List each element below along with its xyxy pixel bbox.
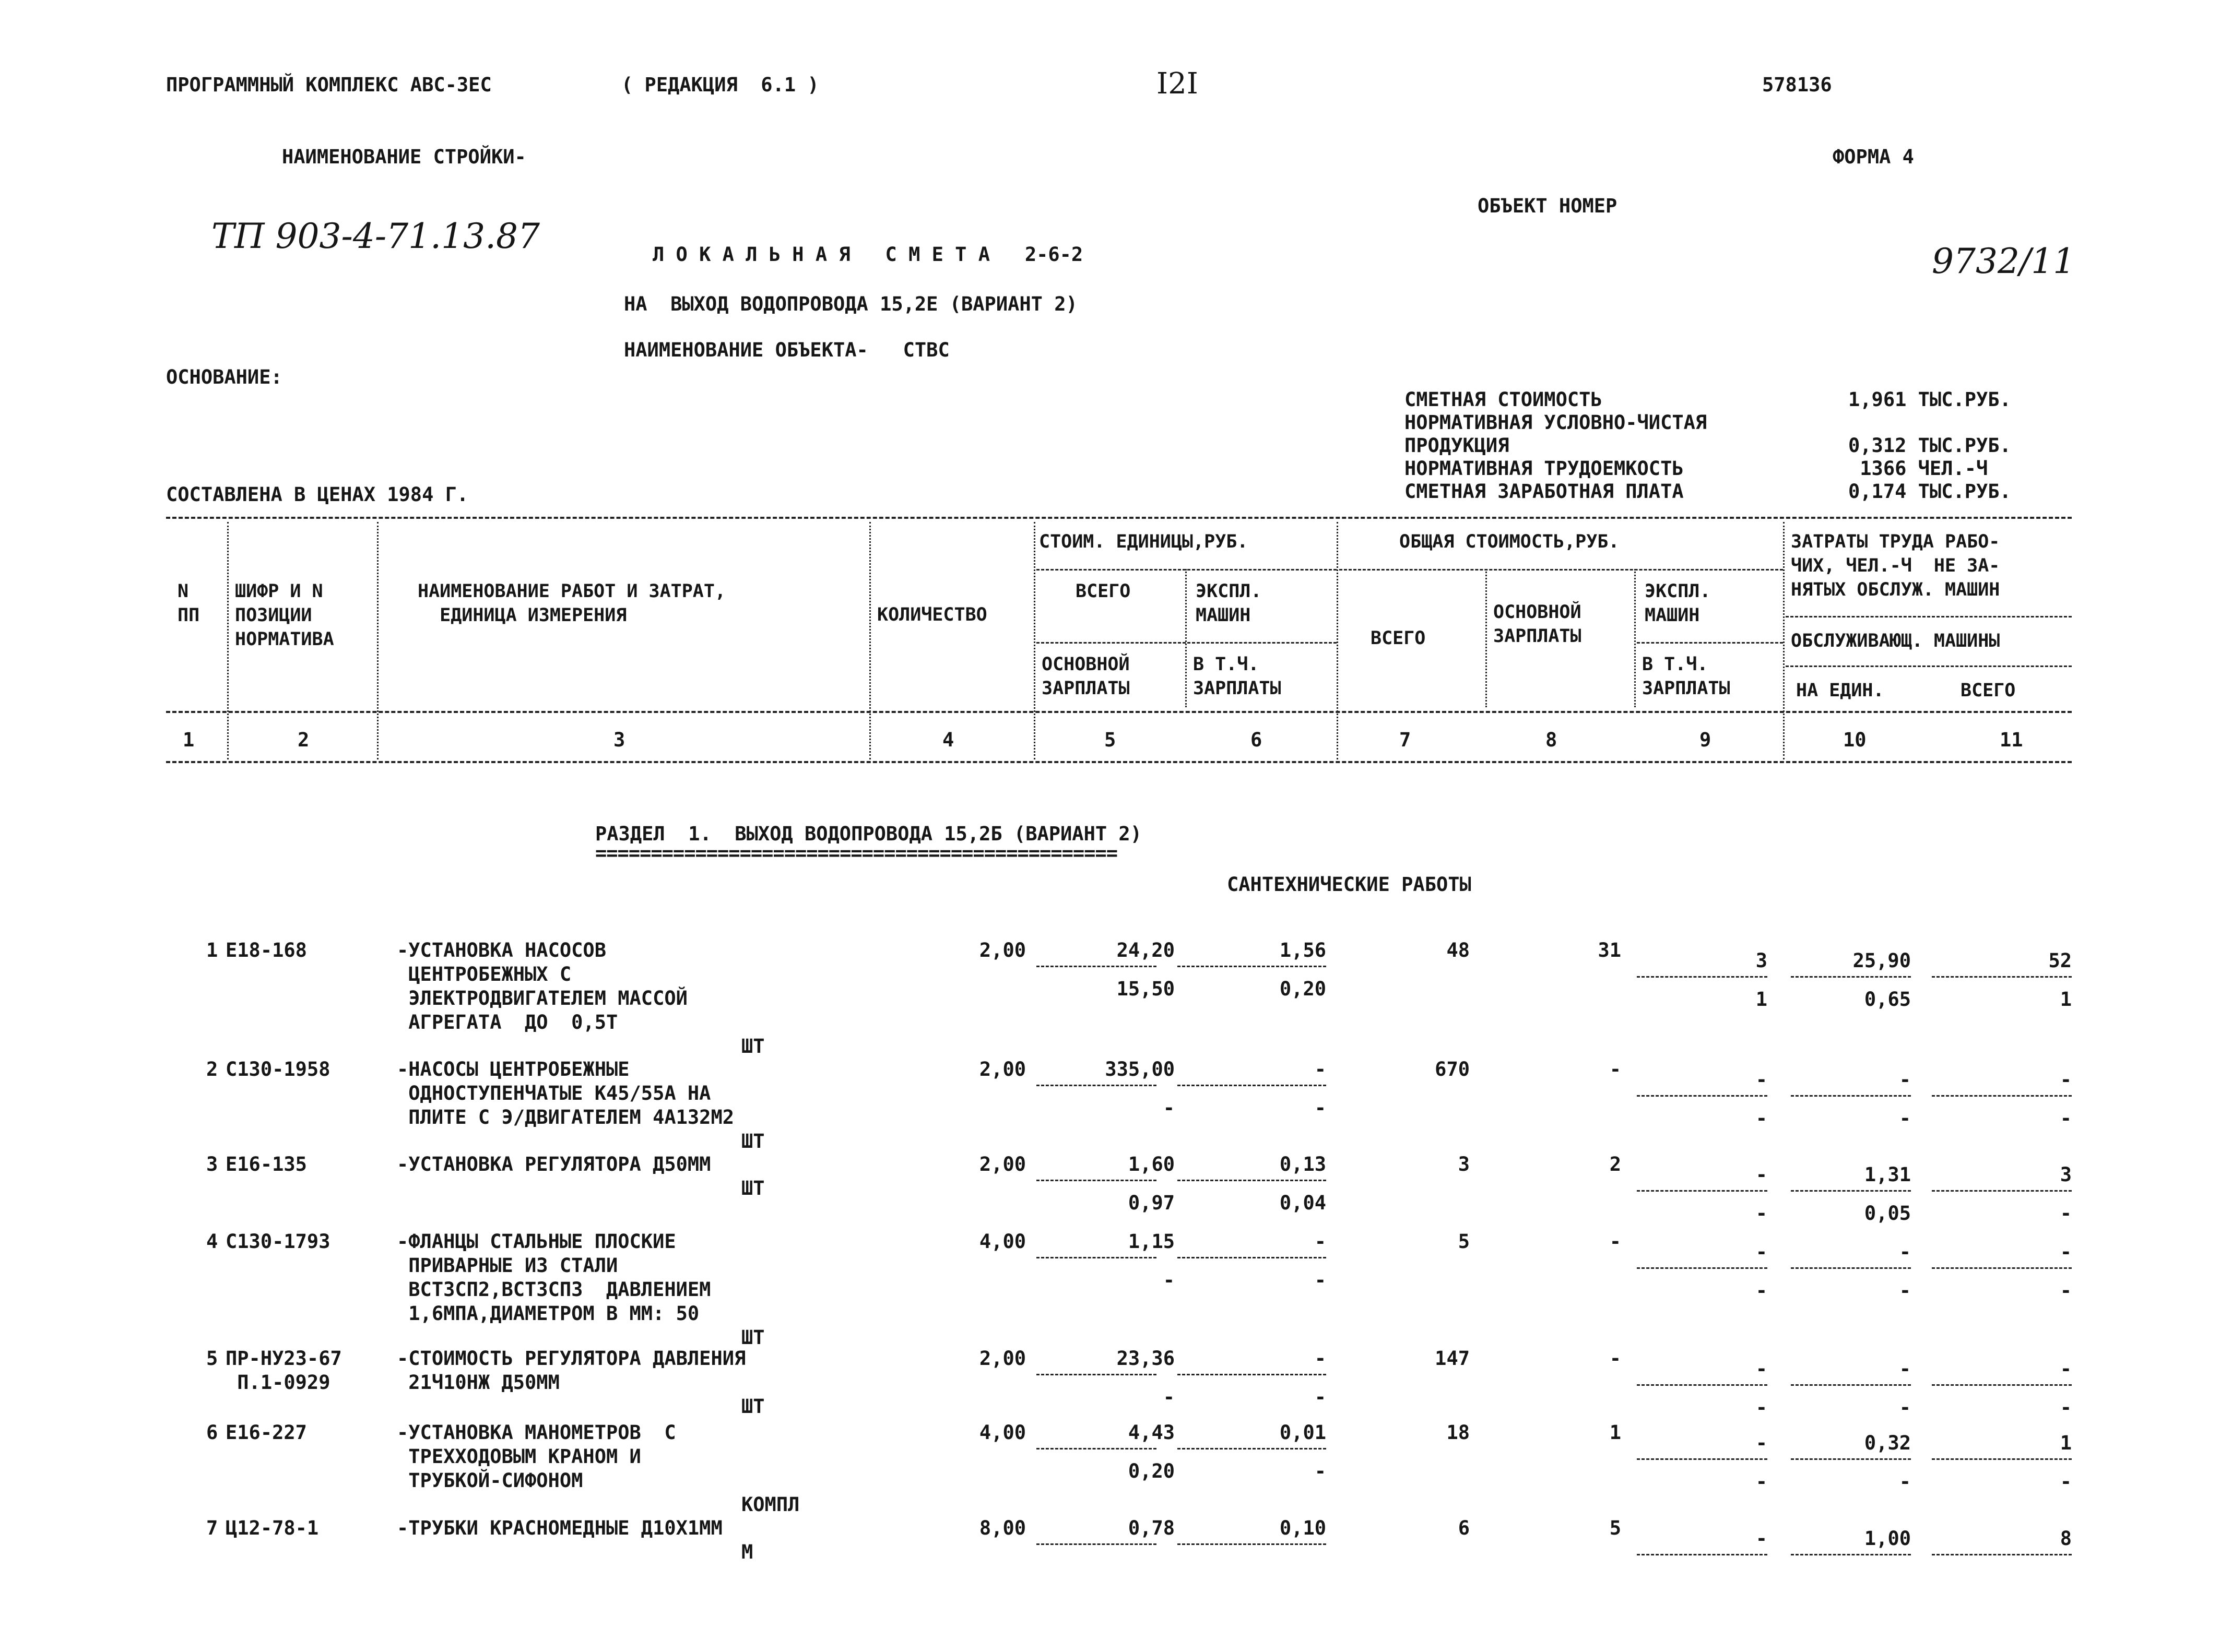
row-total-wages: - — [1609, 1058, 1621, 1080]
cell-separator — [1177, 1448, 1326, 1449]
cell-separator — [1177, 1085, 1326, 1086]
col-header-code: ШИФР И N ПОЗИЦИИ НОРМАТИВА — [235, 581, 334, 650]
col-header-labor-na-ed: НА ЕДИН. — [1796, 680, 1884, 701]
row-labor-unit: - — [1899, 1241, 1911, 1263]
cell-separator — [1637, 1384, 1767, 1386]
row-labor-total: 8 — [2060, 1527, 2072, 1550]
row-labor-unit: 0,32 — [1864, 1432, 1911, 1454]
col-divider — [1185, 569, 1187, 707]
col-divider — [1034, 522, 1035, 759]
row-labor-total-machines: - — [2060, 1279, 2072, 1302]
summary-label-1: СМЕТНАЯ СТОИМОСТЬ — [1404, 388, 1602, 411]
row-labor-unit-machines: - — [1899, 1470, 1911, 1493]
row-unit-base-wages: 0,20 — [1128, 1460, 1175, 1482]
row-unit-base-wages: 0,97 — [1128, 1192, 1175, 1214]
row-name: -ТРУБКИ КРАСНОМЕДНЫЕ Д10Х1ММ — [397, 1517, 723, 1539]
ekspl-mid-rule — [1637, 642, 1783, 644]
row-name: -УСТАНОВКА РЕГУЛЯТОРА Д50ММ — [397, 1153, 711, 1175]
col-number: 7 — [1399, 729, 1411, 751]
row-unit-machine-wages: - — [1314, 1097, 1326, 1119]
col-divider — [1783, 522, 1785, 759]
cell-separator — [1791, 1458, 1911, 1460]
summary-value-5: 0,174 ТЫС.РУБ. — [1848, 480, 2011, 503]
cell-separator — [1637, 1554, 1767, 1555]
page-number: I2I — [1156, 67, 1198, 101]
col-number: 4 — [942, 729, 954, 751]
summary-value-1: 1,961 ТЫС.РУБ. — [1848, 388, 2011, 411]
row-unit-machines: 0,01 — [1279, 1421, 1326, 1444]
row-quantity: 4,00 — [979, 1421, 1026, 1444]
cell-separator — [1036, 1374, 1156, 1375]
row-total-wages: 2 — [1609, 1153, 1621, 1175]
cell-separator — [1932, 1458, 2072, 1460]
labor-rule-2 — [1786, 665, 2072, 667]
smeta-subject: НА ВЫХОД ВОДОПРОВОДА 15,2Е (ВАРИАНТ 2) — [624, 293, 1078, 315]
row-total: 48 — [1446, 939, 1470, 961]
col-number: 6 — [1250, 729, 1262, 751]
row-machine-wages: - — [1755, 1279, 1767, 1302]
cell-separator — [1932, 1190, 2072, 1192]
row-number: 1 — [206, 939, 218, 961]
row-machine-wages: - — [1755, 1202, 1767, 1225]
col-divider — [869, 522, 871, 759]
row-unit-machines: - — [1314, 1230, 1326, 1253]
row-unit: ШТ — [741, 1395, 765, 1418]
section-subtitle: САНТЕХНИЧЕСКИЕ РАБОТЫ — [1227, 873, 1471, 896]
cell-separator — [1177, 1257, 1326, 1258]
row-labor-unit: 25,90 — [1852, 949, 1911, 972]
unit-cost-underline — [1036, 569, 1337, 571]
col-number: 8 — [1545, 729, 1557, 751]
row-code: Е16-227 — [226, 1421, 307, 1444]
header-bottom-rule — [166, 711, 2072, 713]
row-unit-base-wages: - — [1163, 1097, 1175, 1119]
row-total-machines: - — [1755, 1432, 1767, 1454]
row-labor-unit-machines: - — [1899, 1107, 1911, 1130]
row-code: Е16-135 — [226, 1153, 307, 1175]
cell-separator — [1791, 1095, 1911, 1097]
col-header-total-ekspl: ЭКСПЛ. МАШИН — [1645, 581, 1711, 626]
row-total-machines: - — [1755, 1068, 1767, 1091]
row-quantity: 2,00 — [979, 1153, 1026, 1175]
tp-handwritten: ТП 903-4-71.13.87 — [211, 216, 540, 256]
cell-separator — [1177, 1374, 1326, 1375]
cell-separator — [1791, 1190, 1911, 1192]
col-header-labor-vsego: ВСЕГО — [1961, 680, 2016, 701]
summary-value-3: 0,312 ТЫС.РУБ. — [1848, 434, 2011, 457]
row-labor-total: 1 — [2060, 1432, 2072, 1454]
cell-separator — [1177, 1180, 1326, 1181]
row-total-machines: 3 — [1755, 949, 1767, 972]
row-labor-total-machines: - — [2060, 1202, 2072, 1225]
cell-separator — [1932, 1554, 2072, 1555]
labor-rule-1 — [1786, 616, 2072, 617]
row-quantity: 8,00 — [979, 1517, 1026, 1539]
row-labor-unit: - — [1899, 1068, 1911, 1091]
col-header-labor: ЗАТРАТЫ ТРУДА РАБО- ЧИХ, ЧЕЛ.-Ч НЕ ЗА- НЯТЫХ ОБСЛУЖ. МАШИН — [1791, 531, 2000, 600]
summary-value-4: 1366 ЧЕЛ.-Ч — [1848, 457, 1988, 480]
row-total-wages: - — [1609, 1230, 1621, 1253]
row-code: С130-1793 — [226, 1230, 330, 1253]
row-unit-machine-wages: - — [1314, 1386, 1326, 1408]
row-unit-base-wages: - — [1163, 1386, 1175, 1408]
row-total-machines: - — [1755, 1527, 1767, 1550]
row-unit-machines: - — [1314, 1347, 1326, 1370]
col-divider — [1337, 522, 1338, 759]
cell-separator — [1932, 1267, 2072, 1269]
col-divider — [227, 522, 229, 759]
col-header-total-cost: ОБЩАЯ СТОИМОСТЬ,РУБ. — [1399, 531, 1620, 552]
row-labor-total: - — [2060, 1358, 2072, 1380]
col-header-qty: КОЛИЧЕСТВО — [877, 604, 987, 625]
cell-separator — [1637, 976, 1767, 978]
col-header-unit-cost: СТОИМ. ЕДИНИЦЫ,РУБ. — [1039, 531, 1248, 552]
cell-separator — [1177, 1543, 1326, 1545]
row-unit-machine-wages: - — [1314, 1269, 1326, 1291]
object-name: НАИМЕНОВАНИЕ ОБЪЕКТА- СТВС — [624, 339, 950, 361]
cell-separator — [1637, 1458, 1767, 1460]
cell-separator — [1791, 1554, 1911, 1555]
prices-year-label: СОСТАВЛЕНА В ЦЕНАХ 1984 Г. — [166, 483, 469, 506]
col-number: 5 — [1104, 729, 1116, 751]
row-total-wages: 5 — [1609, 1517, 1621, 1539]
row-quantity: 2,00 — [979, 1058, 1026, 1080]
section-title: РАЗДЕЛ 1. ВЫХОД ВОДОПРОВОДА 15,2Б (ВАРИАНТ 2) — [595, 823, 1142, 845]
numbers-bottom-rule — [166, 761, 2072, 763]
cell-separator — [1637, 1095, 1767, 1097]
row-total: 6 — [1458, 1517, 1470, 1539]
row-code: С130-1958 — [226, 1058, 330, 1080]
row-number: 2 — [206, 1058, 218, 1080]
cell-separator — [1791, 1384, 1911, 1386]
total-cost-underline — [1339, 569, 1783, 571]
col-header-total-osn: ОСНОВНОЙ ЗАРПЛАТЫ — [1493, 602, 1581, 647]
summary-label-4: НОРМАТИВНАЯ ТРУДОЕМКОСТЬ — [1404, 457, 1684, 480]
col-number: 10 — [1843, 729, 1867, 751]
row-total-machines: - — [1755, 1241, 1767, 1263]
row-unit-base-wages: - — [1163, 1269, 1175, 1291]
row-unit-total: 1,15 — [1128, 1230, 1175, 1253]
col-divider — [377, 522, 379, 759]
summary-label-2: НОРМАТИВНАЯ УСЛОВНО-ЧИСТАЯ — [1404, 411, 1707, 434]
row-name: -ФЛАНЦЫ СТАЛЬНЫЕ ПЛОСКИЕ ПРИВАРНЫЕ ИЗ СТАЛИ ВСТ3СП2,ВСТ3СП3 ДАВЛЕНИЕМ 1,6МПА,ДИАМЕТРОМ В ММ: 50 — [397, 1230, 711, 1325]
row-labor-unit-machines: - — [1899, 1279, 1911, 1302]
row-total: 3 — [1458, 1153, 1470, 1175]
row-labor-total-machines: - — [2060, 1107, 2072, 1130]
row-unit-total: 23,36 — [1116, 1347, 1175, 1370]
row-labor-unit: 1,31 — [1864, 1163, 1911, 1186]
smeta-title: Л О К А Л Ь Н А Я С М Е Т А 2-6-2 — [653, 243, 1083, 266]
row-labor-total-machines: - — [2060, 1470, 2072, 1493]
cell-separator — [1036, 1085, 1156, 1086]
unit-cost-mid-rule — [1036, 642, 1337, 644]
row-labor-unit-machines: 0,65 — [1864, 988, 1911, 1011]
row-name: -УСТАНОВКА МАНОМЕТРОВ С ТРЕХХОДОВЫМ КРАНОМ И ТРУБКОЙ-СИФОНОМ — [397, 1421, 676, 1492]
program-name: ПРОГРАММНЫЙ КОМПЛЕКС АВС-3ЕС — [166, 74, 492, 96]
form-label: ФОРМА 4 — [1833, 146, 1914, 168]
row-unit: ШТ — [741, 1130, 765, 1152]
row-labor-total-machines: 1 — [2060, 988, 2072, 1011]
col-header-unit-ekspl: ЭКСПЛ. МАШИН — [1196, 581, 1262, 626]
cell-separator — [1791, 976, 1911, 978]
col-header-total-inzarpl: В Т.Ч. ЗАРПЛАТЫ — [1642, 654, 1730, 699]
col-divider — [1485, 569, 1487, 707]
row-labor-total: 3 — [2060, 1163, 2072, 1186]
row-machine-wages: - — [1755, 1107, 1767, 1130]
cell-separator — [1036, 1257, 1156, 1258]
row-number: 7 — [206, 1517, 218, 1539]
summary-label-3: ПРОДУКЦИЯ — [1404, 434, 1509, 457]
col-header-total-vsego: ВСЕГО — [1371, 628, 1426, 649]
col-number: 9 — [1699, 729, 1711, 751]
row-labor-unit-machines: - — [1899, 1396, 1911, 1419]
osnovanie-label: ОСНОВАНИЕ: — [166, 366, 282, 388]
row-unit-machines: 0,13 — [1279, 1153, 1326, 1175]
row-quantity: 4,00 — [979, 1230, 1026, 1253]
row-unit-machine-wages: 0,20 — [1279, 978, 1326, 1000]
row-machine-wages: - — [1755, 1470, 1767, 1493]
row-labor-total-machines: - — [2060, 1396, 2072, 1419]
cell-separator — [1036, 966, 1156, 967]
row-unit-total: 4,43 — [1128, 1421, 1175, 1444]
row-quantity: 2,00 — [979, 939, 1026, 961]
col-divider — [1634, 569, 1636, 707]
row-unit-machines: - — [1314, 1058, 1326, 1080]
cell-separator — [1932, 1095, 2072, 1097]
col-header-name: НАИМЕНОВАНИЕ РАБОТ И ЗАТРАТ, ЕДИНИЦА ИЗМЕРЕНИЯ — [418, 581, 726, 626]
inventory-handwritten: 9732/11 — [1932, 241, 2075, 281]
row-unit: КОМПЛ — [741, 1493, 800, 1516]
row-name: -СТОИМОСТЬ РЕГУЛЯТОРА ДАВЛЕНИЯ 21Ч10НЖ Д50ММ — [397, 1347, 746, 1394]
cell-separator — [1637, 1267, 1767, 1269]
cell-separator — [1791, 1267, 1911, 1269]
row-unit-machine-wages: 0,04 — [1279, 1192, 1326, 1214]
row-labor-unit: - — [1899, 1358, 1911, 1380]
row-total-wages: 1 — [1609, 1421, 1621, 1444]
row-code: ПР-НУ23-67 П.1-0929 — [226, 1347, 342, 1394]
cell-separator — [1932, 976, 2072, 978]
row-code: Е18-168 — [226, 939, 307, 961]
cell-separator — [1637, 1190, 1767, 1192]
col-number: 3 — [613, 729, 625, 751]
row-unit-machines: 0,10 — [1279, 1517, 1326, 1539]
row-total: 670 — [1435, 1058, 1470, 1080]
col-header-unit-vsego: ВСЕГО — [1076, 581, 1131, 602]
row-machine-wages: 1 — [1755, 988, 1767, 1011]
row-total-machines: - — [1755, 1358, 1767, 1380]
row-number: 3 — [206, 1153, 218, 1175]
row-total-machines: - — [1755, 1163, 1767, 1186]
row-labor-total: - — [2060, 1068, 2072, 1091]
row-unit-total: 1,60 — [1128, 1153, 1175, 1175]
row-unit-base-wages: 15,50 — [1116, 978, 1175, 1000]
row-total: 18 — [1446, 1421, 1470, 1444]
row-unit-machine-wages: - — [1314, 1460, 1326, 1482]
row-name: -НАСОСЫ ЦЕНТРОБЕЖНЫЕ ОДНОСТУПЕНЧАТЫЕ К45/55А НА ПЛИТЕ С Э/ДВИГАТЕЛЕМ 4А132М2 — [397, 1058, 735, 1128]
row-unit-machines: 1,56 — [1279, 939, 1326, 961]
col-header-unit-osn: ОСНОВНОЙ ЗАРПЛАТЫ — [1042, 654, 1130, 699]
row-unit-total: 0,78 — [1128, 1517, 1175, 1539]
row-unit: ШТ — [741, 1035, 765, 1057]
edition-label: ( РЕДАКЦИЯ 6.1 ) — [621, 74, 819, 96]
stroyka-label: НАИМЕНОВАНИЕ СТРОЙКИ- — [282, 146, 526, 168]
row-name: -УСТАНОВКА НАСОСОВ ЦЕНТРОБЕЖНЫХ С ЭЛЕКТРОДВИГАТЕЛЕМ МАССОЙ АГРЕГАТА ДО 0,5Т — [397, 939, 688, 1033]
col-header-labor-obsl: ОБСЛУЖИВАЮЩ. МАШИНЫ — [1791, 631, 2000, 651]
section-underline: =============================================== — [595, 842, 1117, 864]
row-unit: М — [741, 1541, 753, 1563]
cell-separator — [1932, 1384, 2072, 1386]
row-total-wages: 31 — [1598, 939, 1621, 961]
cell-separator — [1036, 1448, 1156, 1449]
row-unit-total: 24,20 — [1116, 939, 1175, 961]
col-header-n: N ПП — [178, 581, 200, 626]
row-labor-unit: 1,00 — [1864, 1527, 1911, 1550]
row-number: 5 — [206, 1347, 218, 1370]
row-labor-total: 52 — [2048, 949, 2072, 972]
col-number: 11 — [2000, 729, 2023, 751]
row-total: 5 — [1458, 1230, 1470, 1253]
row-unit: ШТ — [741, 1177, 765, 1199]
table-top-rule — [166, 517, 2072, 519]
row-total: 147 — [1435, 1347, 1470, 1370]
row-labor-unit-machines: 0,05 — [1864, 1202, 1911, 1225]
col-number: 2 — [298, 729, 310, 751]
cell-separator — [1177, 966, 1326, 967]
row-quantity: 2,00 — [979, 1347, 1026, 1370]
document-code: 578136 — [1762, 74, 1832, 96]
object-number-label: ОБЪЕКТ НОМЕР — [1478, 195, 1617, 217]
col-header-unit-inzarpl: В Т.Ч. ЗАРПЛАТЫ — [1193, 654, 1281, 699]
col-number: 1 — [183, 729, 195, 751]
cell-separator — [1036, 1180, 1156, 1181]
row-labor-total: - — [2060, 1241, 2072, 1263]
row-number: 4 — [206, 1230, 218, 1253]
summary-label-5: СМЕТНАЯ ЗАРАБОТНАЯ ПЛАТА — [1404, 480, 1684, 503]
row-total-wages: - — [1609, 1347, 1621, 1370]
row-unit-total: 335,00 — [1105, 1058, 1175, 1080]
row-unit: ШТ — [741, 1326, 765, 1349]
row-code: Ц12-78-1 — [226, 1517, 319, 1539]
row-number: 6 — [206, 1421, 218, 1444]
row-machine-wages: - — [1755, 1396, 1767, 1419]
cell-separator — [1036, 1543, 1156, 1545]
